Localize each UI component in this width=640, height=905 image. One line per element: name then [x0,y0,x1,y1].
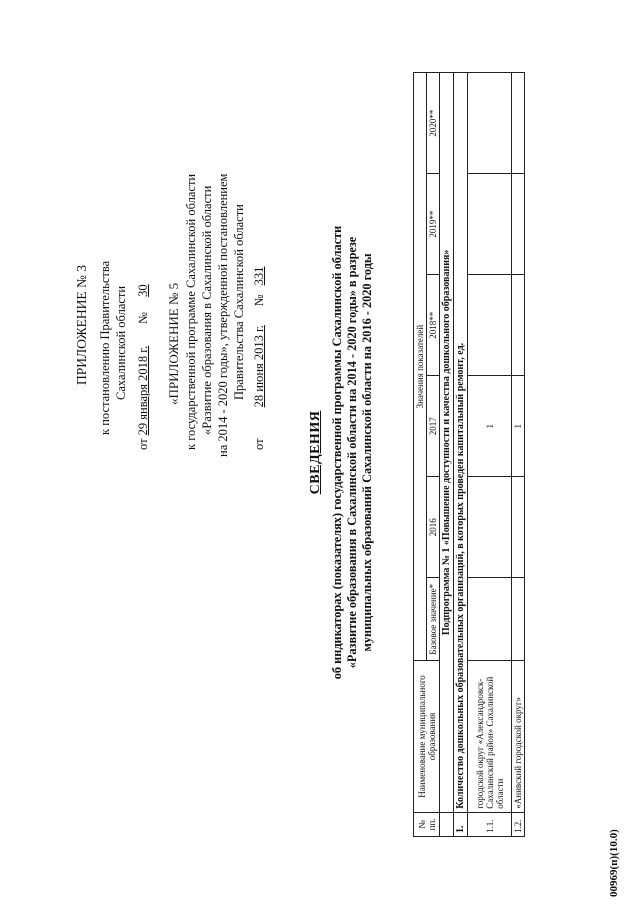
heading-line1: об индикаторах (показателях) государственной программы Сахалинской области [330,225,344,680]
row-2020 [468,73,512,174]
row-2018 [468,275,512,376]
row-base [468,578,512,661]
header-2019: 2019** [427,174,440,275]
row-2016 [468,477,512,578]
section-row [454,73,468,837]
num-label: № [136,312,150,324]
appendix2-line2: «Развитие образования в Сахалинской области [200,185,214,435]
subprogram-num [440,812,454,836]
appendix-header [0,0,266,905]
table-row [468,73,512,837]
header-base: Базовое значение* [427,578,440,661]
row-base [512,578,525,661]
document-heading [308,0,375,905]
appendix-number: 30 [136,284,150,297]
table-row [512,73,525,837]
appendix2-number: 331 [252,266,266,286]
row-name: «Анивский городской округ» [512,661,525,813]
row-num: 1.1. [468,812,512,836]
header-2020: 2020** [427,73,440,174]
num-label-2: № [252,294,266,307]
heading-title: СВЕДЕНИЯ [308,410,323,495]
indicators-table [413,72,525,837]
appendix2-line4: Правительства Сахалинской области [232,204,246,400]
row-2017: 1 [468,376,512,477]
header-values: Значения показателей [414,73,427,661]
header-2017: 2017 [427,376,440,477]
appendix-title: ПРИЛОЖЕНИЕ № 3 [74,264,89,385]
header-row-1 [414,73,427,837]
header-2016: 2016 [427,477,440,578]
date-prefix-2: от [252,438,266,450]
row-2020 [512,73,525,174]
subprogram-row [440,73,454,837]
appendix-line1: к постановлению Правительства [98,260,112,435]
appendix-date: 29 января 2018 г. [136,345,150,436]
heading-text [330,0,375,905]
row-2017: 1 [512,376,525,477]
heading-line2: «Развитие образования в Сахалинской области на 2014 - 2020 годы» в разрезе [345,236,359,669]
section-num: 1. [454,812,468,836]
section-text: Количество дошкольных образовательных организаций, в которых проведен капитальный ремонт, ед. [454,73,468,813]
appendix-line2: Сахалинской области [114,285,128,400]
appendix-date-row [136,272,151,450]
appendix2-line1: к государственной программе Сахалинской области [184,173,198,450]
footer-code: 00969(п)(10.0) [608,829,620,897]
appendix2-date-row [252,261,267,450]
date-prefix: от [136,438,150,450]
row-name: городской округ «Александровск-Сахалинский район» Сахалинской области [468,661,512,813]
subprogram-title: Подпрограмма № 1 «Повышение доступности и качества дошкольного образования» [440,73,454,813]
heading-line3: муниципальных образований Сахалинской области на 2016 - 2020 годы [360,253,374,652]
row-2019 [512,174,525,275]
header-2018: 2018** [427,275,440,376]
row-2019 [468,174,512,275]
row-2018 [512,275,525,376]
appendix2-date: 28 июня 2013 г. [252,325,266,408]
appendix2-title: «ПРИЛОЖЕНИЕ № 5 [166,282,181,405]
appendix2-line3: на 2014 - 2020 годы», утвержденной постановлением [216,173,230,457]
header-name: Наименование муниципального образования [414,661,440,813]
row-num: 1.2. [512,812,525,836]
row-2016 [512,477,525,578]
header-num: № пп. [414,812,440,836]
